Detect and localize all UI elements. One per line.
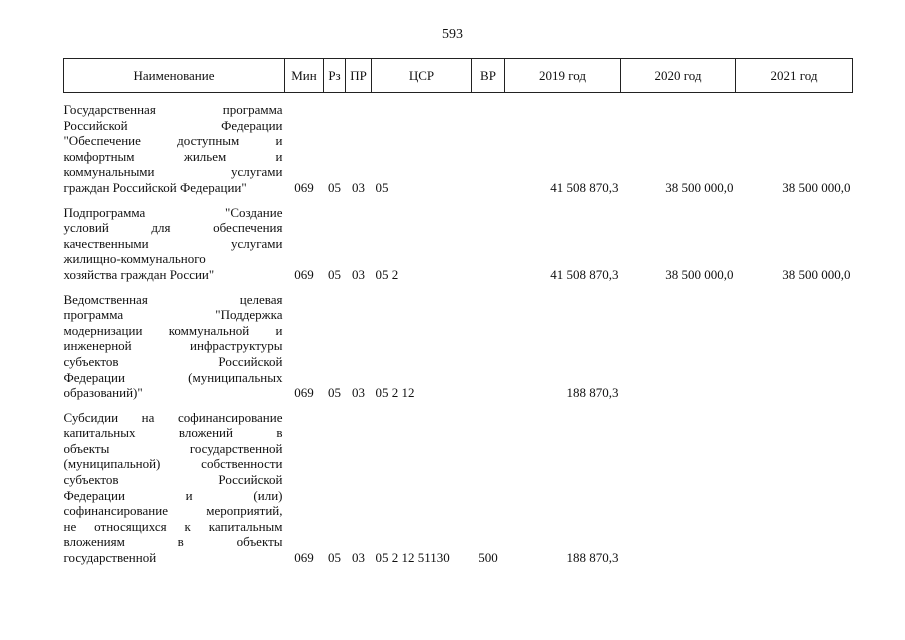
row-2021: 38 500 000,0 (782, 266, 851, 282)
row-2019: 41 508 870,3 (550, 179, 619, 195)
page-number: 593 (442, 27, 463, 42)
row-rz: 05 (328, 550, 341, 566)
row-name-line: комфортным жильем и (63, 148, 283, 164)
row-name-line: хозяйства граждан России" (63, 266, 215, 282)
row-name-line: Государственная программа (63, 102, 283, 117)
row-2021: 38 500 000,0 (782, 179, 851, 195)
row-name (64, 410, 285, 566)
row-name-line: инженерной инфраструктуры (63, 338, 283, 354)
row-2019: 188 870,3 (566, 385, 619, 401)
row-2020: 38 500 000,0 (665, 266, 734, 282)
row-min: 069 (294, 266, 314, 282)
row-name-line: вложениям в объекты (63, 534, 283, 550)
row-vr (472, 102, 505, 196)
row-name-line: качественными услугами (63, 235, 283, 251)
table-header-row (64, 59, 853, 93)
row-name-line: Федерации (муниципальных (63, 369, 283, 385)
table-body (64, 93, 853, 566)
row-csr: 05 2 12 51130 (375, 550, 450, 566)
row-2020: 38 500 000,0 (665, 179, 734, 195)
table-row (64, 292, 853, 401)
row-name-line: образований)" (63, 385, 143, 401)
row-csr: 05 (375, 179, 389, 195)
row-pr: 03 (352, 179, 365, 195)
row-name-line: субъектов Российской (63, 472, 283, 488)
row-min: 069 (294, 385, 314, 401)
row-csr: 05 2 12 (375, 385, 415, 401)
row-vr (472, 292, 505, 401)
row-spacer (64, 283, 853, 292)
header-csr: ЦСР (372, 59, 472, 93)
row-spacer (64, 93, 853, 103)
row-name-line: Федерации и (или) (63, 487, 283, 503)
header-2020: 2020 год (621, 59, 736, 93)
table-row (64, 205, 853, 283)
row-name-line: модернизации коммунальной и (63, 322, 283, 338)
row-name-line: Субсидии на софинансирование (63, 409, 283, 425)
row-name-line: граждан Российской Федерации" (63, 179, 247, 195)
row-pr: 03 (352, 266, 365, 282)
row-name-line: Ведомственная целевая (63, 291, 283, 307)
row-name-line: капитальных вложений в (63, 425, 283, 441)
row-vr: 500 (478, 550, 498, 566)
row-rz: 05 (328, 266, 341, 282)
header-rz: Рз (324, 59, 346, 93)
row-name-line: государственной (63, 550, 157, 566)
row-name (64, 205, 285, 283)
header-vr: ВР (472, 59, 505, 93)
row-2020 (621, 410, 736, 566)
row-rz: 05 (328, 179, 341, 195)
row-name-line: объекты государственной (63, 440, 283, 456)
row-name-line: жилищно-коммунального (63, 251, 206, 267)
row-name-line: не относящихся к капитальным (63, 518, 283, 534)
row-vr (472, 205, 505, 283)
row-name-line: субъектов Российской (63, 353, 283, 369)
row-2020 (621, 292, 736, 401)
row-2021 (736, 410, 853, 566)
row-spacer (64, 401, 853, 410)
row-pr: 03 (352, 385, 365, 401)
header-pr: ПР (346, 59, 372, 93)
row-2021 (736, 292, 853, 401)
row-name-line: софинансирование мероприятий, (63, 503, 283, 519)
row-name (64, 102, 285, 196)
row-name-line: Российской Федерации (63, 117, 283, 133)
row-name-line: условий для обеспечения (63, 220, 283, 236)
table-row (64, 410, 853, 566)
header-min: Мин (285, 59, 324, 93)
row-name-line: коммунальными услугами (63, 164, 283, 180)
row-2019: 188 870,3 (566, 550, 619, 566)
header-name: Наименование (64, 59, 285, 93)
row-pr: 03 (352, 550, 365, 566)
row-csr: 05 2 (375, 266, 399, 282)
header-2019: 2019 год (505, 59, 621, 93)
row-min: 069 (294, 550, 314, 566)
row-rz: 05 (328, 385, 341, 401)
row-name-line: (муниципальной) собственности (63, 456, 283, 472)
table-row (64, 102, 853, 196)
row-name (64, 292, 285, 401)
budget-table (63, 58, 853, 566)
row-name-line: Подпрограмма "Создание (63, 204, 283, 220)
row-name-line: программа "Поддержка (63, 307, 283, 323)
row-min: 069 (294, 179, 314, 195)
row-2019: 41 508 870,3 (550, 266, 619, 282)
header-2021: 2021 год (736, 59, 853, 93)
row-spacer (64, 196, 853, 205)
row-name-line: "Обеспечение доступным и (63, 133, 283, 149)
